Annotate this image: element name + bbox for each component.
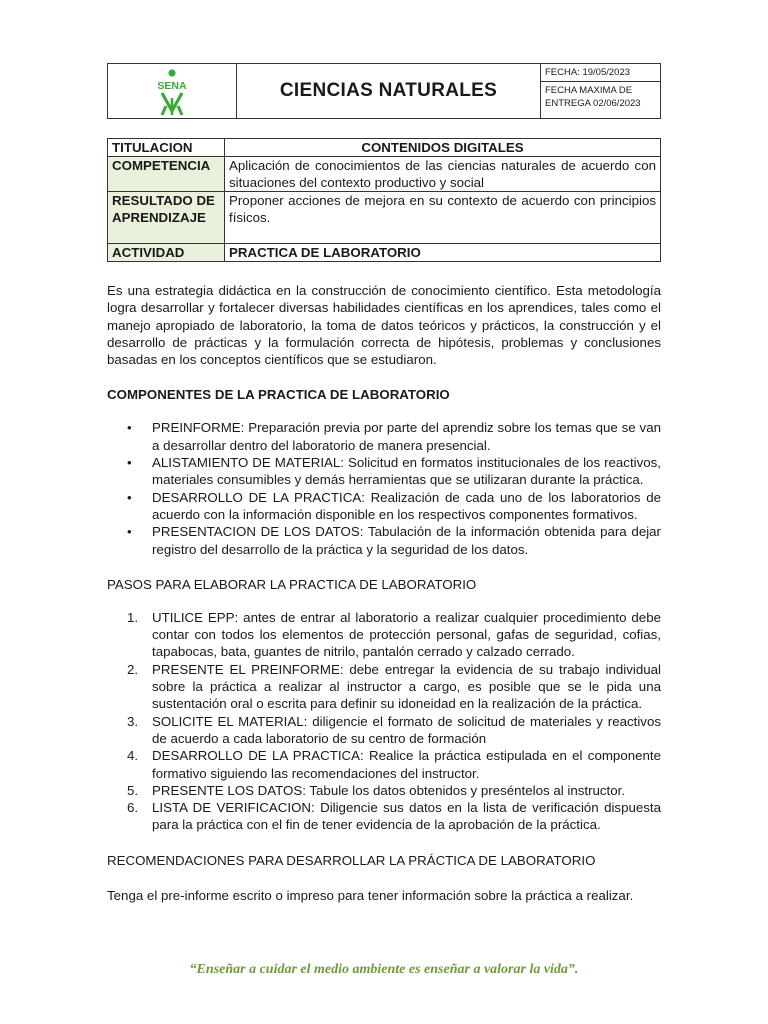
actividad-label: ACTIVIDAD (108, 244, 225, 262)
list-item: • DESARROLLO DE LA PRACTICA: Realización de cada uno de los laboratorios de acuerdo con la información disponible en los respectivos componentes formativos. (107, 489, 661, 524)
fecha-maxima (541, 82, 660, 112)
actividad-value: PRACTICA DE LABORATORIO (225, 244, 661, 262)
competencia-value: Aplicación de conocimientos de las ciencias naturales de acuerdo con situaciones del contexto productivo y social (225, 157, 661, 192)
fecha-label: FECHA: 19/05/2023 (541, 64, 660, 82)
components-heading: COMPONENTES DE LA PRACTICA DE LABORATORIO (107, 387, 450, 403)
intro-paragraph: Es una estrategia didáctica en la construcción de conocimiento científico. Esta metodología logra desarrollar y fortalecer diversas habilidades científicas en los aprendices, tales como el manejo apropiado de laboratorio, la toma de datos teóricos y prácticos, la construcción y el desarrollo de prácticas y la formulación correcta de hipótesis, problemas y conclusiones basadas en los conceptos científicos que se estudiaron. (107, 283, 661, 368)
row-resultado (108, 192, 661, 244)
list-item (107, 747, 661, 782)
resultado-label: RESULTADO DE APRENDIZAJE (108, 192, 225, 244)
list-item (107, 609, 661, 661)
step-number: 2. (127, 661, 139, 677)
logo-text: SENA (157, 80, 187, 92)
components-list (107, 419, 661, 557)
step-text: SOLICITE EL MATERIAL: diligencie el formato de solicitud de materiales y reactivos de acuerdo a cada laboratorio de su centro de formación (152, 713, 661, 746)
resultado-value: Proponer acciones de mejora en su contexto de acuerdo con principios físicos. (225, 192, 661, 244)
document-header (107, 63, 661, 119)
steps-list (107, 609, 661, 834)
fecha-maxima-line1: FECHA MAXIMA DE (545, 85, 633, 96)
logo-cell (108, 64, 237, 118)
titulacion-value: CONTENIDOS DIGITALES (225, 139, 661, 157)
document-page (107, 63, 661, 904)
row-titulacion (108, 139, 661, 157)
info-table (107, 138, 661, 262)
step-text: PRESENTE LOS DATOS: Tabule los datos obtenidos y preséntelos al instructor. (152, 782, 626, 798)
list-item (107, 799, 661, 834)
step-number: 6. (127, 800, 139, 816)
list-item (107, 661, 661, 713)
list-item: • PRESENTACION DE LOS DATOS: Tabulación de la información obtenida para dejar registro del desarrollo de la práctica y la seguridad de los datos. (107, 523, 661, 558)
row-competencia (108, 157, 661, 192)
step-text: LISTA DE VERIFICACION: Diligencie sus datos en la lista de verificación dispuesta para la práctica con el fin de tener evidencia de la aprobación de la práctica. (152, 800, 661, 833)
date-cell (541, 64, 660, 118)
sena-logo (138, 66, 206, 118)
title-cell (237, 64, 541, 118)
step-number: 3. (127, 713, 139, 729)
competencia-label: COMPETENCIA (108, 157, 225, 192)
row-actividad (108, 244, 661, 262)
titulacion-label: TITULACION (108, 139, 225, 157)
step-number: 5. (127, 782, 139, 798)
document-title: CIENCIAS NATURALES (279, 80, 498, 101)
step-number: 4. (127, 748, 139, 764)
list-item (107, 713, 661, 748)
recommendation-paragraph: Tenga el pre-informe escrito o impreso para tener información sobre la práctica a realizar. (107, 887, 634, 903)
footer-quote: “Enseñar a cuidar el medio ambiente es enseñar a valorar la vida”. (189, 962, 579, 977)
list-item (107, 782, 661, 799)
steps-heading: PASOS PARA ELABORAR LA PRACTICA DE LABORATORIO (107, 576, 477, 592)
step-text: PRESENTE EL PREINFORME: debe entregar la evidencia de su trabajo individual sobre la práctica a realizar al instructor a cargo, es posible que se le pida una sustentación oral o escrita para definir su idoneidad en la realización de la práctica. (152, 661, 661, 712)
step-text: UTILICE EPP: antes de entrar al laboratorio a realizar cualquier procedimiento debe contar con todos los elementos de protección personal, gafas de seguridad, cofias, tapabocas, bata, guantes de nitrilo, pantalón cerrado y calzado cerrado. (152, 609, 661, 660)
list-item: • PREINFORME: Preparación previa por parte del aprendiz sobre los temas que se van a desarrollar dentro del laboratorio de manera presencial. (107, 419, 661, 454)
recommendations-heading: RECOMENDACIONES PARA DESARROLLAR LA PRÁCTICA DE LABORATORIO (107, 852, 596, 868)
list-item: • ALISTAMIENTO DE MATERIAL: Solicitud en formatos institucionales de los reactivos, materiales consumibles y demás herramientas que se utilizaran durante la práctica. (107, 454, 661, 489)
step-text: DESARROLLO DE LA PRACTICA: Realice la práctica estipulada en el componente formativo siguiendo las recomendaciones del instructor. (152, 748, 661, 781)
step-number: 1. (127, 609, 139, 625)
fecha-maxima-line2: ENTREGA 02/06/2023 (545, 98, 641, 109)
sena-logo-icon (138, 66, 206, 118)
